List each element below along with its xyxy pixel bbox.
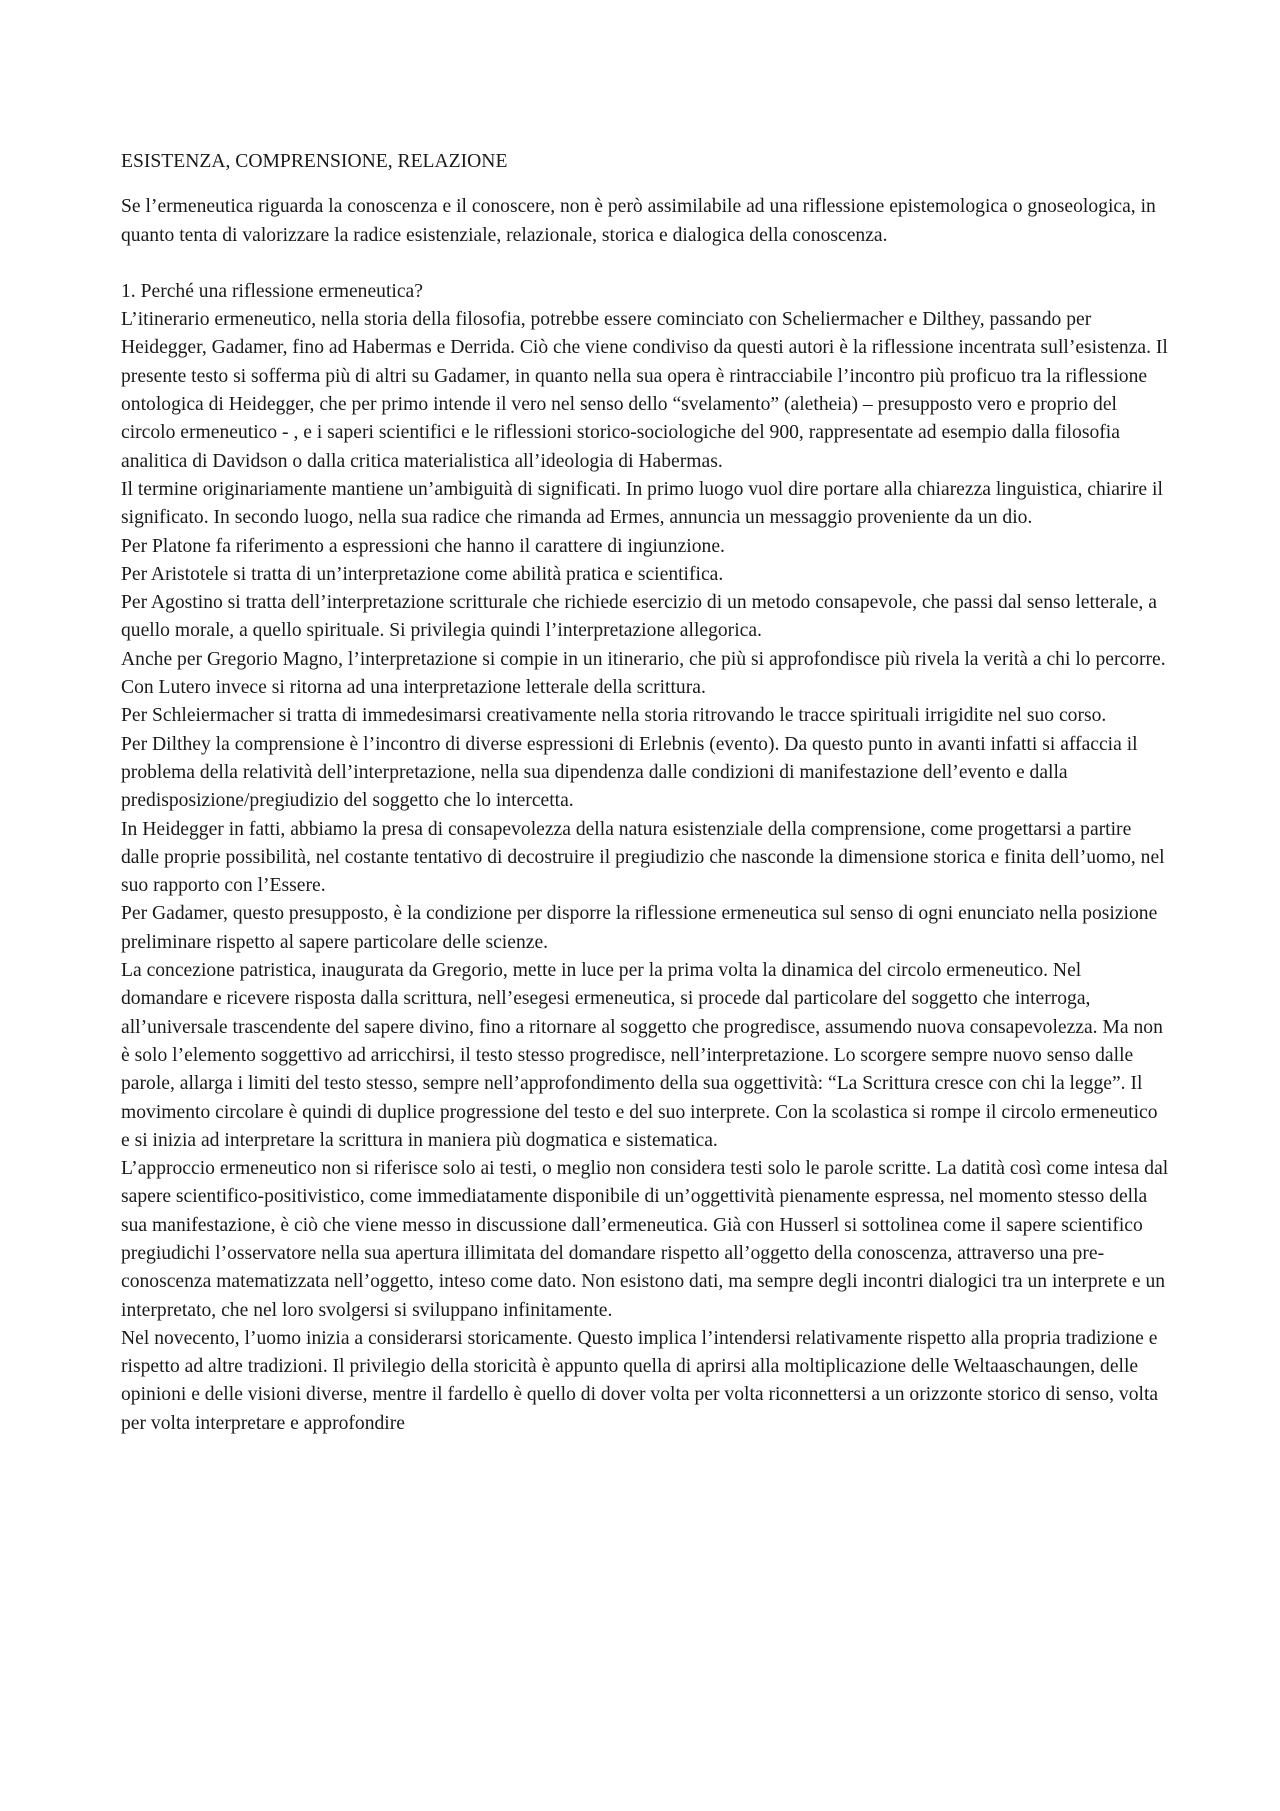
body-paragraph: L’approccio ermeneutico non si riferisce solo ai testi, o meglio non considera testi solo le parole scritte. La datità così come intesa dal sapere scientifico-positivistico, come immediatamente disponibile di un’oggettività pienamente espressa, nel momento stesso della sua manifestazione, è ciò che viene messo in discussione dall’ermeneutica. Già con Husserl si sottolinea come il sapere scientifico pregiudichi l’osservatore nella sua apertura illimitata del domandare rispetto all’oggetto della conoscenza, attraverso una pre-conoscenza matematizzata nell’oggetto, inteso come dato. Non esistono dati, ma sempre degli incontri dialogici tra un interprete e un interpretato, che nel loro svolgersi si sviluppano infinitamente. [121, 1158, 1169, 1321]
body-paragraph: In Heidegger in fatti, abbiamo la presa di consapevolezza della natura esistenziale della comprensione, come progettarsi a partire dalle proprie possibilità, nel costante tentativo di decostruire il pregiudizio che nasconde la dimensione storica e finita dell’uomo, nel suo rapporto con l’Essere. [121, 818, 1165, 897]
intro-paragraph: Se l’ermeneutica riguarda la conoscenza e il conoscere, non è però assimilabile ad una riflessione epistemologica o gnoseologica, in quanto tenta di valorizzare la radice esistenziale, relazionale, storica e dialogica della conoscenza. [121, 196, 1156, 246]
body-paragraph: Per Aristotele si tratta di un’interpretazione come abilità pratica e scientifica. [121, 563, 724, 585]
body-paragraph: Per Platone fa riferimento a espressioni che hanno il carattere di ingiunzione. [121, 535, 725, 557]
body-paragraph: L’itinerario ermeneutico, nella storia della filosofia, potrebbe essere cominciato con Scheliermacher e Dilthey, passando per Heidegger, Gadamer, fino ad Habermas e Derrida. Ciò che viene condiviso da questi autori è la riflessione incentrata sull’esistenza. Il presente testo si sofferma più di altri su Gadamer, in quanto nella sua opera è rintracciabile l’incontro più proficuo tra la riflessione ontologica di Heidegger, che per primo intende il vero nel senso dello “svelamento” (aletheia) – presupposto vero e proprio del circolo ermeneutico - , e i saperi scientifici e le riflessioni storico-sociologiche del 900, rappresentate ad esempio dalla filosofia analitica di Davidson o dalla critica materialistica all’ideologia di Habermas. [121, 309, 1168, 472]
body-paragraph: Per Gadamer, questo presupposto, è la condizione per disporre la riflessione ermeneutica sul senso di ogni enunciato nella posizione preliminare rispetto al sapere particolare delle scienze. [121, 903, 1158, 953]
body-paragraph: Per Agostino si tratta dell’interpretazione scritturale che richiede esercizio di un metodo consapevole, che passi dal senso letterale, a quello morale, a quello spirituale. Si privilegia quindi l’interpretazione allegorica. [121, 592, 1157, 642]
body-paragraph: Con Lutero invece si ritorna ad una interpretazione letterale della scrittura. [121, 677, 706, 699]
body-paragraph: Per Dilthey la comprensione è l’incontro di diverse espressioni di Erlebnis (evento). Da questo punto in avanti infatti si affaccia il problema della relatività dell’interpretazione, nella sua dipendenza dalle condizioni di manifestazione dell’evento e dalla predisposizione/pregiudizio del soggetto che lo intercetta. [121, 733, 1138, 812]
document-title: ESISTENZA, COMPRENSIONE, RELAZIONE [121, 151, 508, 172]
section-title: 1. Perché una riflessione ermeneutica? [121, 280, 423, 302]
document-page [121, 148, 1171, 1438]
body-paragraph: La concezione patristica, inaugurata da Gregorio, mette in luce per la prima volta la dinamica del circolo ermeneutico. Nel domandare e ricevere risposta dalla scrittura, nell’esegesi ermeneutica, si procede dal particolare del soggetto che interroga, all’universale trascendente del sapere divino, fino a ritornare al soggetto che progredisce, assumendo nuova consapevolezza. Ma non è solo l’elemento soggettivo ad arricchirsi, il testo stesso progredisce, nell’interpretazione. Lo scorgere sempre nuovo senso dalle parole, allarga i limiti del testo stesso, sempre nell’approfondimento della sua oggettività: “La Scrittura cresce con chi la legge”. Il movimento circolare è quindi di duplice progressione del testo e del suo interprete. Con la scolastica si rompe il circolo ermeneutico e si inizia ad interpretare la scrittura in maniera più dogmatica e sistematica. [121, 960, 1163, 1151]
body-paragraph: Nel novecento, l’uomo inizia a considerarsi storicamente. Questo implica l’intendersi relativamente rispetto alla propria tradizione e rispetto ad altre tradizioni. Il privilegio della storicità è appunto quella di aprirsi alla moltiplicazione delle Weltaaschaungen, delle opinioni e delle visioni diverse, mentre il fardello è quello di dover volta per volta riconnettersi a un orizzonte storico di senso, volta per volta interpretare e approfondire [121, 1327, 1159, 1434]
body-paragraph: Per Schleiermacher si tratta di immedesimarsi creativamente nella storia ritrovando le tracce spirituali irrigidite nel suo corso. [121, 705, 1107, 727]
body-paragraph: Il termine originariamente mantiene un’ambiguità di significati. In primo luogo vuol dire portare alla chiarezza linguistica, chiarire il significato. In secondo luogo, nella sua radice che rimanda ad Ermes, annuncia un messaggio proveniente da un dio. [121, 478, 1163, 529]
body-paragraph: Anche per Gregorio Magno, l’interpretazione si compie in un itinerario, che più si approfondisce più rivela la verità a chi lo percorre. [121, 648, 1166, 670]
